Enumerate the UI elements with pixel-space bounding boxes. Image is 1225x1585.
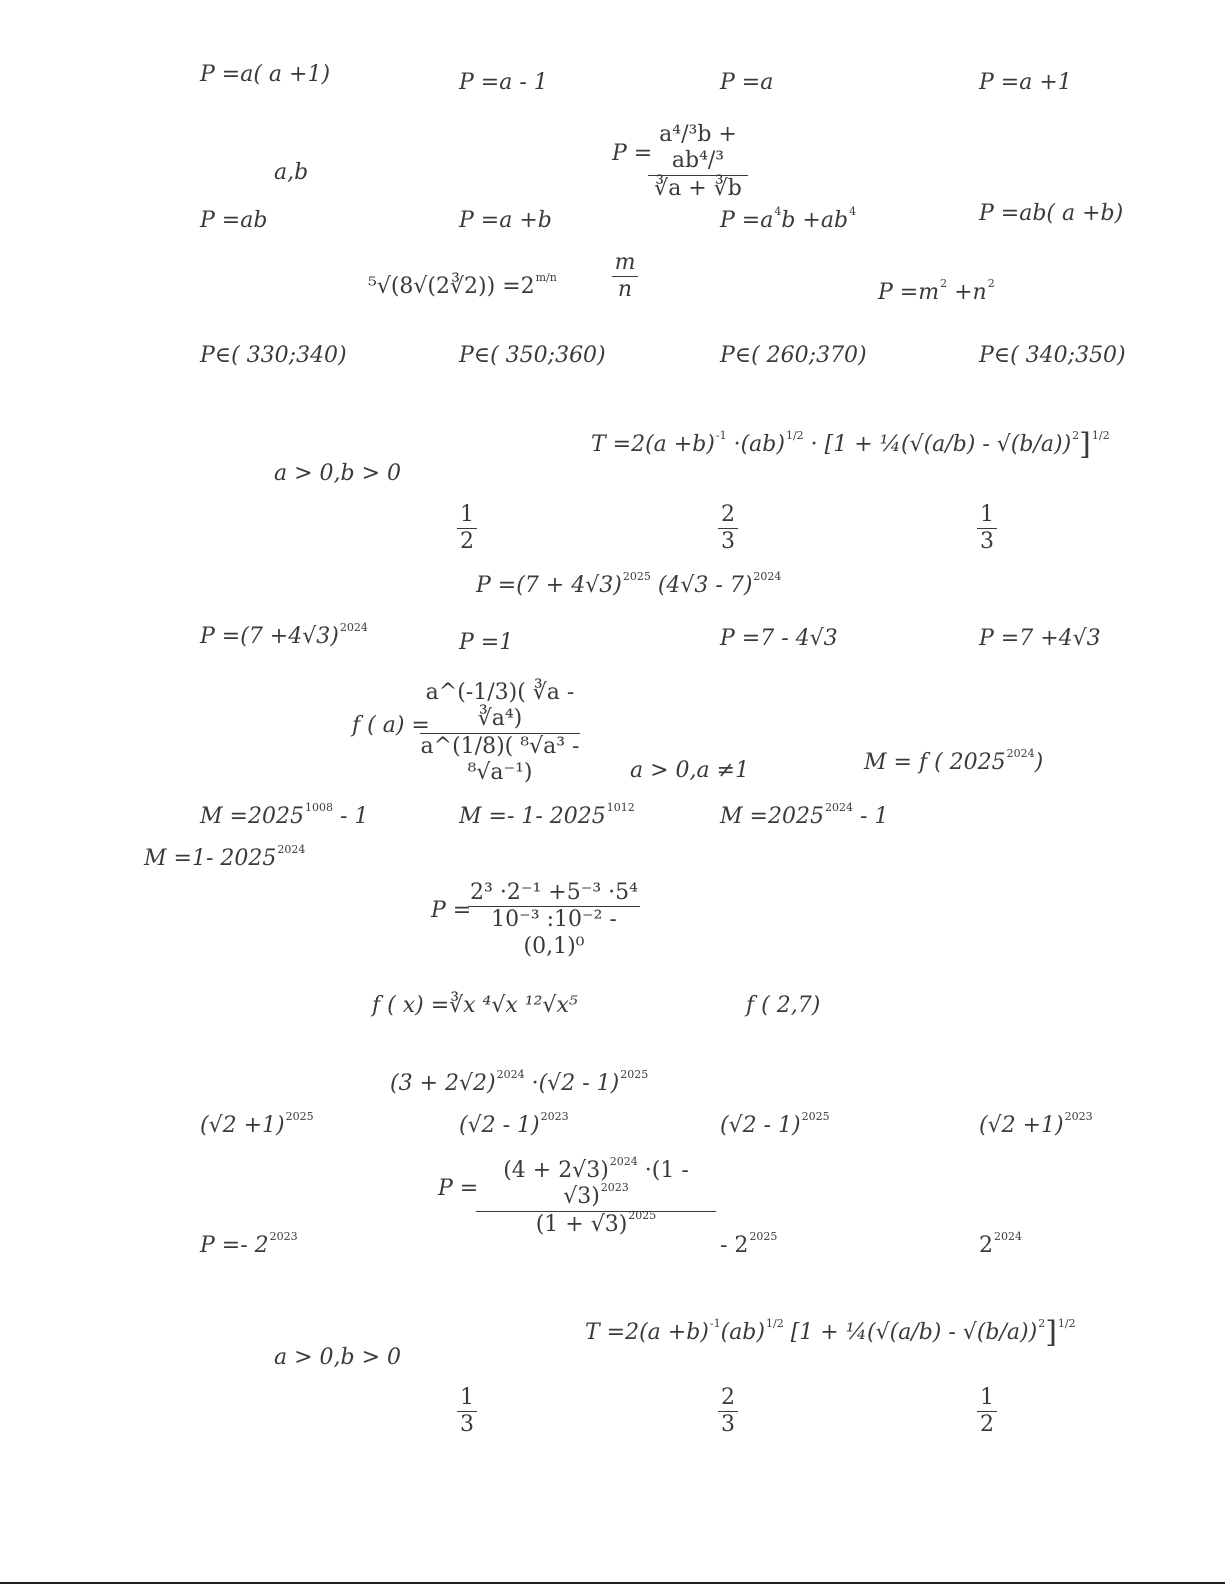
q9-expression: $(3 + 2√2)^{2024} \cdot(√2 - 1)^{2025}$ bbox=[390, 1068, 649, 1096]
q1-option-b: P =a - 1 bbox=[459, 70, 548, 95]
q5-option-b: P =1 bbox=[459, 630, 514, 655]
q10-option-d: $2^{2024}$ bbox=[979, 1230, 1022, 1258]
q3-radical-equation: ⁵√(8√(2∛2)) $=2^{m/n}$ bbox=[368, 271, 557, 299]
q3-option-a: P∈( 330;340) bbox=[200, 343, 347, 368]
q4-option-d: $\frac{1}{3}$ bbox=[977, 502, 997, 556]
q6-f-label: f ( a) = bbox=[352, 713, 430, 738]
q6-option-b: M =- 1- $2025^{1012}$ bbox=[459, 801, 635, 829]
q4-condition: a > 0,b > 0 bbox=[274, 461, 402, 486]
q2-option-b: P =a +b bbox=[459, 208, 552, 233]
q1-option-a: P =a( a +1) bbox=[200, 62, 331, 87]
q2-variables: a,b bbox=[274, 160, 309, 185]
q7-p-label: P = bbox=[431, 898, 472, 923]
q2-numerator: a⁴/³b + ab⁴/³ bbox=[659, 122, 737, 174]
q2-denominator: ∛a + ∛b bbox=[648, 175, 748, 202]
q10-option-a: $P =- 2^{2023}$ bbox=[200, 1230, 298, 1258]
q4-option-c: $\frac{2}{3}$ bbox=[718, 502, 738, 556]
q9-option-c: (√2 - 1)$^{2025}$ bbox=[720, 1110, 830, 1138]
q1-option-c: P =a bbox=[720, 70, 774, 95]
q5-option-a: $P =(7 +4√3)^{2024}$ bbox=[200, 621, 368, 649]
q9-option-b: (√2 - 1)$^{2023}$ bbox=[459, 1110, 569, 1138]
q11-option-c: $\frac{2}{3}$ bbox=[718, 1385, 738, 1439]
q3-option-c: P∈( 260;370) bbox=[720, 343, 867, 368]
q4-t-expression: $T =2(a +b)^{-1} \cdot(ab)^{1/2} \cdot [1$ + ¼(√(a/b) - √(b/a))$^2$]$^{1/2}$ bbox=[591, 427, 1110, 462]
q2-fraction bbox=[648, 122, 748, 202]
q11-t-expression: $T =2(a +b)^{-1}(ab)^{1/2}$ [1 + ¼(√(a/b) - √(b/a))$^2$]$^{1/2}$ bbox=[585, 1315, 1076, 1350]
page-bottom-rule bbox=[0, 1582, 1225, 1584]
q5-option-c: P =7 - 4√3 bbox=[720, 626, 838, 651]
q8-argument: f ( 2,7) bbox=[746, 993, 821, 1018]
q11-option-b: $\frac{1}{3}$ bbox=[457, 1385, 477, 1439]
q10-option-c: - $2^{2025}$ bbox=[720, 1230, 778, 1258]
q6-fraction: $\frac{\text{a\textasciicircum{}(-1/3)( ∛a - ∛a⁴)}}{\text{a\textasciicircum{}(1/8)( ⁸√a³ - ⁸√a⁻¹)}}$ bbox=[420, 680, 580, 786]
q7-fraction: $\frac{\text{2³ ·2⁻¹ +5⁻³ ·5⁴}}{\text{10⁻³ :10⁻² - (0,1)⁰}}$ bbox=[468, 880, 640, 960]
q6-option-c: $M =2025^{2024} - 1$ bbox=[720, 801, 889, 829]
q11-option-d: $\frac{1}{2}$ bbox=[977, 1385, 997, 1439]
q3-option-b: P∈( 350;360) bbox=[459, 343, 606, 368]
q5-expression: $P =(7 + 4√3)^{2025}$ (4√3 - 7)$^{2024}$ bbox=[476, 570, 782, 598]
q10-fraction: $\frac{(4 + 2√3)^{2024} \cdot(1 - √3)^{2023}}{(1 + √3)^{2025}}$ bbox=[476, 1158, 716, 1238]
q2-option-d: P =ab( a +b) bbox=[979, 201, 1124, 226]
q10-p-label: P = bbox=[438, 1176, 479, 1201]
q6-option-a: $M =2025^{1008} - 1$ bbox=[200, 801, 369, 829]
q2-option-c: $P =a^4b +ab^4$ bbox=[720, 205, 857, 233]
q3-fraction-m-n: $\frac{m}{n}$ bbox=[612, 250, 638, 304]
q5-option-d: P =7 +4√3 bbox=[979, 626, 1101, 651]
q3-option-d: P∈( 340;350) bbox=[979, 343, 1126, 368]
q6-condition: a > 0,a ≠1 bbox=[630, 758, 750, 783]
q9-option-a: $(√2 +1)^{2025}$ bbox=[200, 1110, 314, 1138]
q2-option-a: P =ab bbox=[200, 208, 268, 233]
q8-function: f ( x) =∛x ⁴√x ¹²√x⁵ bbox=[372, 993, 578, 1018]
q11-condition: a > 0,b > 0 bbox=[274, 1345, 402, 1370]
q3-p-expression: $P =m^2 +n^2$ bbox=[878, 277, 995, 305]
q6-m-definition: M = f ( $2025^{2024}$) bbox=[864, 747, 1044, 775]
q2-p-label: P = bbox=[612, 141, 653, 166]
q6-option-d: M =1- $2025^{2024}$ bbox=[144, 843, 306, 871]
q9-option-d: $(√2 +1)^{2023}$ bbox=[979, 1110, 1093, 1138]
q1-option-d: P =a +1 bbox=[979, 70, 1072, 95]
q4-option-b: $\frac{1}{2}$ bbox=[457, 502, 477, 556]
